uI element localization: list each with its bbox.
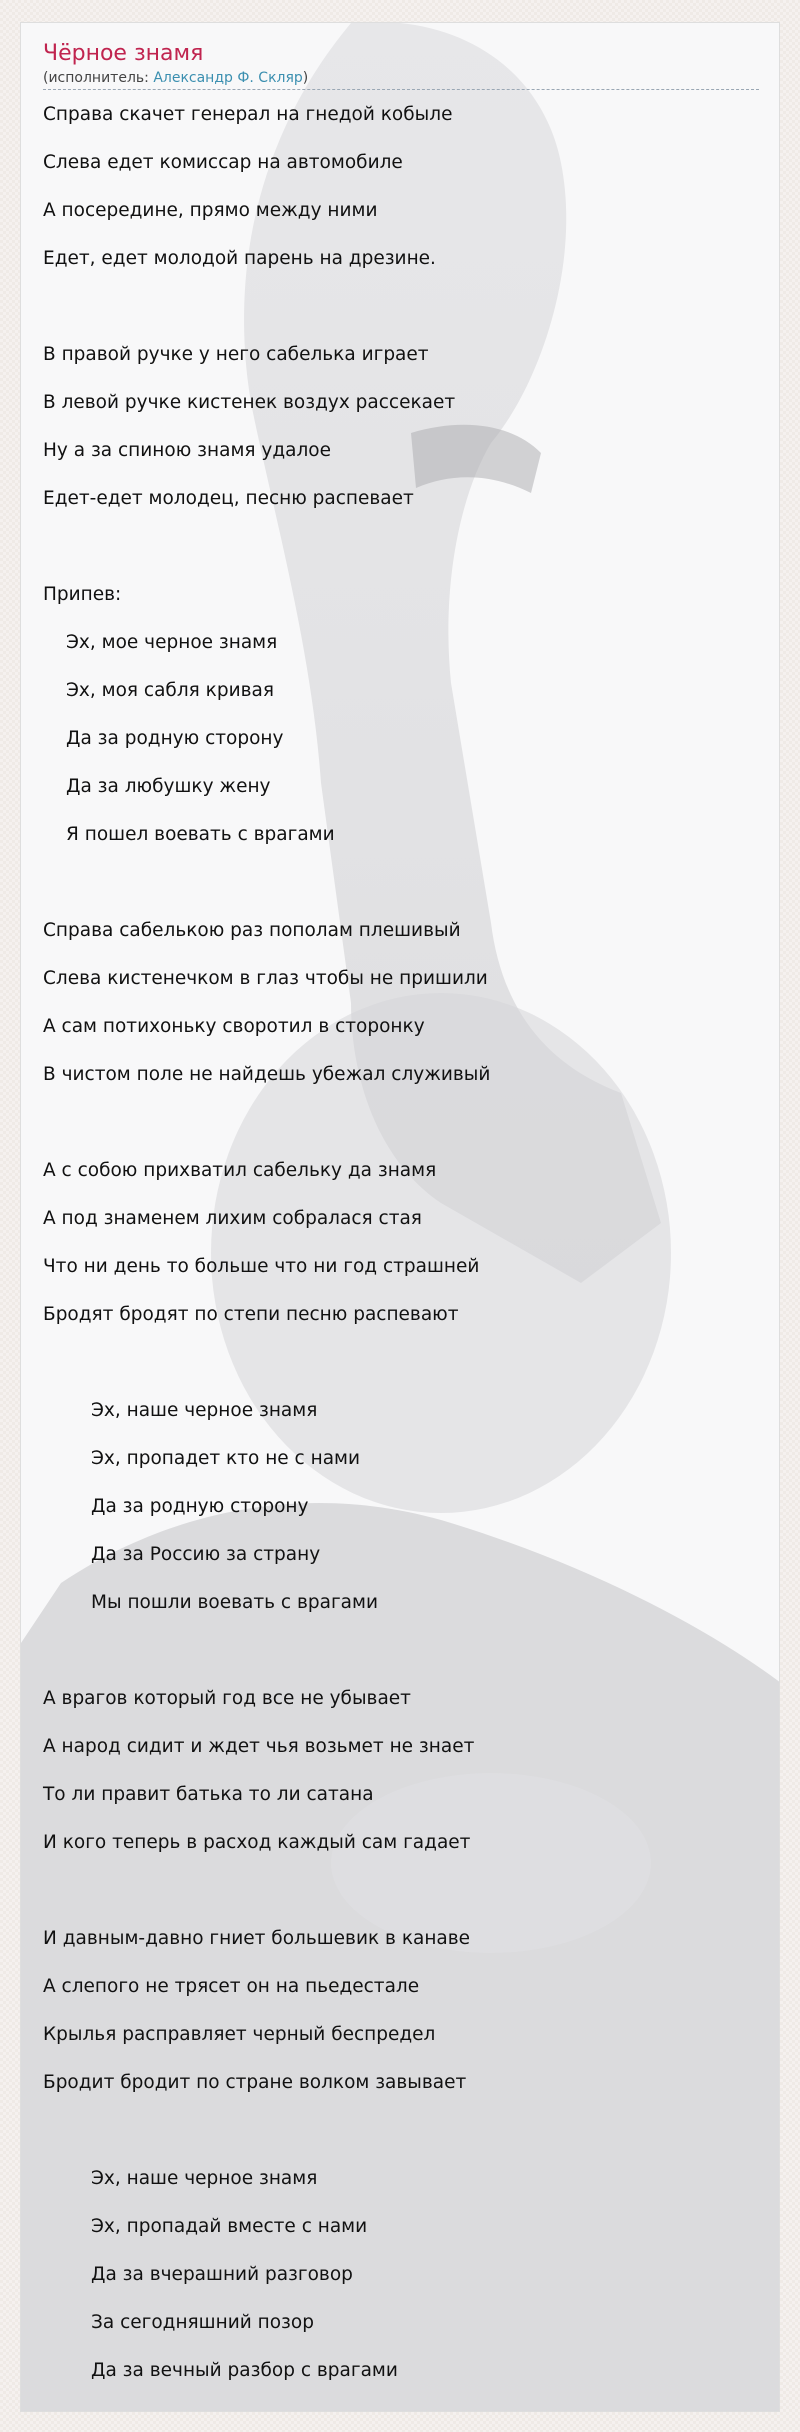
lyric-line: Да за родную сторону — [91, 1496, 309, 1517]
artist-suffix: ) — [302, 70, 309, 86]
lyric-line: В чистом поле не найдешь убежал служивый — [43, 1064, 491, 1085]
lyric-blank-line — [43, 1339, 759, 1387]
lyric-line: Эх, наше черное знамя — [91, 1400, 318, 1421]
lyric-line: За сегодняшний позор — [91, 2312, 314, 2333]
lyric-line: Эх, мое черное знамя — [66, 632, 278, 653]
lyrics-body — [43, 91, 759, 2395]
artist-link[interactable]: Александр Ф. Скляр — [153, 70, 303, 86]
lyric-line: Припев: — [43, 584, 122, 605]
lyric-line: Эх, наше черное знамя — [91, 2168, 318, 2189]
lyric-line: И кого теперь в расход каждый сам гадает — [43, 1832, 471, 1853]
lyric-line: Бродят бродят по степи песню распевают — [43, 1304, 459, 1325]
lyric-line: Слева едет комиссар на автомобиле — [43, 152, 403, 173]
artist-prefix: (исполнитель: — [43, 70, 154, 86]
song-title: Чёрное знамя — [43, 41, 204, 66]
lyric-line: А сам потихоньку своротил в сторонку — [43, 1016, 425, 1037]
lyric-line: А врагов который год все не убывает — [43, 1688, 411, 1709]
lyric-line: А народ сидит и ждет чья возьмет не знает — [43, 1736, 475, 1757]
lyric-line: Эх, моя сабля кривая — [66, 680, 274, 701]
lyric-line: Крылья расправляет черный беспредел — [43, 2024, 436, 2045]
lyric-line: Эх, пропадет кто не с нами — [91, 1448, 361, 1469]
lyric-blank-line — [43, 283, 759, 331]
lyric-line: А под знаменем лихим собралася стая — [43, 1208, 422, 1229]
lyric-blank-line — [43, 1867, 759, 1915]
lyric-line: Справа скачет генерал на гнедой кобыле — [43, 104, 453, 125]
lyrics-card — [20, 22, 780, 2412]
lyric-line: И давным-давно гниет большевик в канаве — [43, 1928, 471, 1949]
lyric-line: Бродит бродит по стране волком завывает — [43, 2072, 467, 2093]
lyric-line: То ли правит батька то ли сатана — [43, 1784, 374, 1805]
lyric-line: Да за Россию за страну — [91, 1544, 321, 1565]
lyric-line: Да за вечный разбор с врагами — [91, 2360, 398, 2381]
lyric-line: Эх, пропадай вместе с нами — [91, 2216, 368, 2237]
lyric-blank-line — [43, 1099, 759, 1147]
lyric-line: Слева кистенечком в глаз чтобы не пришили — [43, 968, 488, 989]
lyric-line: Мы пошли воевать с врагами — [91, 1592, 378, 1613]
lyric-line: А посередине, прямо между ними — [43, 200, 378, 221]
lyric-blank-line — [43, 523, 759, 571]
lyric-line: Да за любушку жену — [66, 776, 271, 797]
lyric-line: Что ни день то больше что ни год страшней — [43, 1256, 480, 1277]
lyric-blank-line — [43, 1627, 759, 1675]
lyric-line: А с собою прихватил сабельку да знамя — [43, 1160, 437, 1181]
lyric-blank-line — [43, 2107, 759, 2155]
lyric-line: Едет-едет молодец, песню распевает — [43, 488, 414, 509]
lyric-blank-line — [43, 859, 759, 907]
lyric-line: А слепого не трясет он на пьедестале — [43, 1976, 420, 1997]
title-divider — [43, 89, 759, 90]
lyric-line: Ну а за спиною знамя удалое — [43, 440, 332, 461]
lyric-line: Едет, едет молодой парень на дрезине. — [43, 248, 436, 269]
lyric-line: Я пошел воевать с врагами — [66, 824, 335, 845]
lyric-line: Справа сабелькою раз пополам плешивый — [43, 920, 461, 941]
lyric-line: В правой ручке у него сабелька играет — [43, 344, 429, 365]
artist-line — [43, 69, 759, 87]
lyric-line: Да за вчерашний разговор — [91, 2264, 353, 2285]
lyric-line: В левой ручке кистенек воздух рассекает — [43, 392, 456, 413]
lyric-line: Да за родную сторону — [66, 728, 284, 749]
